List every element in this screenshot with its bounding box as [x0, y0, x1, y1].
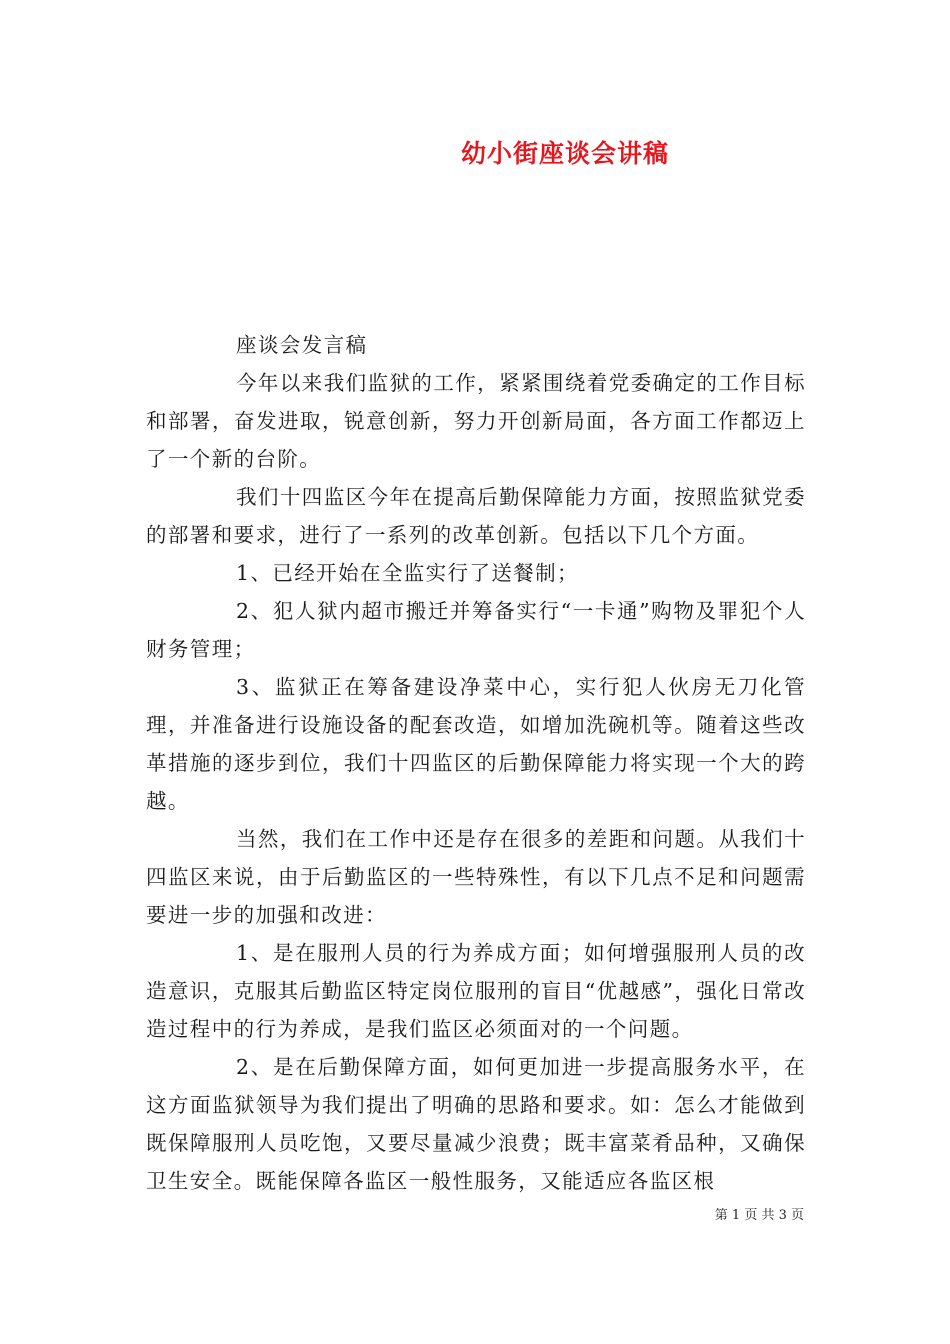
document-title: 幼小街座谈会讲稿: [460, 139, 669, 168]
paragraph: 今年以来我们监狱的工作，紧紧围绕着党委确定的工作目标和部署，奋发进取，锐意创新，努力开创新局面，各方面工作都迈上了一个新的台阶。: [146, 371, 806, 471]
paragraph: 3、监狱正在筹备建设净菜中心，实行犯人伙房无刀化管理，并准备进行设施设备的配套改造，如增加洗碗机等。随着这些改革措施的逐步到位，我们十四监区的后勤保障能力将实现一个大的跨越。: [146, 675, 806, 813]
paragraph: 2、犯人狱内超市搬迁并筹备实行“一卡通”购物及罪犯个人财务管理；: [146, 599, 806, 661]
page-number: 第 1 页 共 3 页: [714, 1208, 804, 1223]
document-body: [146, 326, 806, 1200]
paragraph: 1、是在服刑人员的行为养成方面；如何增强服刑人员的改造意识，克服其后勤监区特定岗位服刑的盲目“优越感”，强化日常改造过程中的行为养成，是我们监区必须面对的一个问题。: [146, 941, 806, 1041]
paragraph: 当然，我们在工作中还是存在很多的差距和问题。从我们十四监区来说，由于后勤监区的一些特殊性，有以下几点不足和问题需要进一步的加强和改进：: [146, 827, 806, 927]
paragraph: 2、是在后勤保障方面，如何更加进一步提高服务水平，在这方面监狱领导为我们提出了明确的思路和要求。如：怎么才能做到既保障服刑人员吃饱，又要尽量减少浪费；既丰富菜肴品种，又确保卫生安全。既能保障各监区一般性服务，又能适应各监区根: [146, 1055, 806, 1193]
paragraph-subtitle: 座谈会发言稿: [236, 333, 368, 357]
paragraph: 我们十四监区今年在提高后勤保障能力方面，按照监狱党委的部署和要求，进行了一系列的改革创新。包括以下几个方面。: [146, 485, 806, 547]
paragraph: 1、已经开始在全监实行了送餐制；: [236, 561, 579, 585]
